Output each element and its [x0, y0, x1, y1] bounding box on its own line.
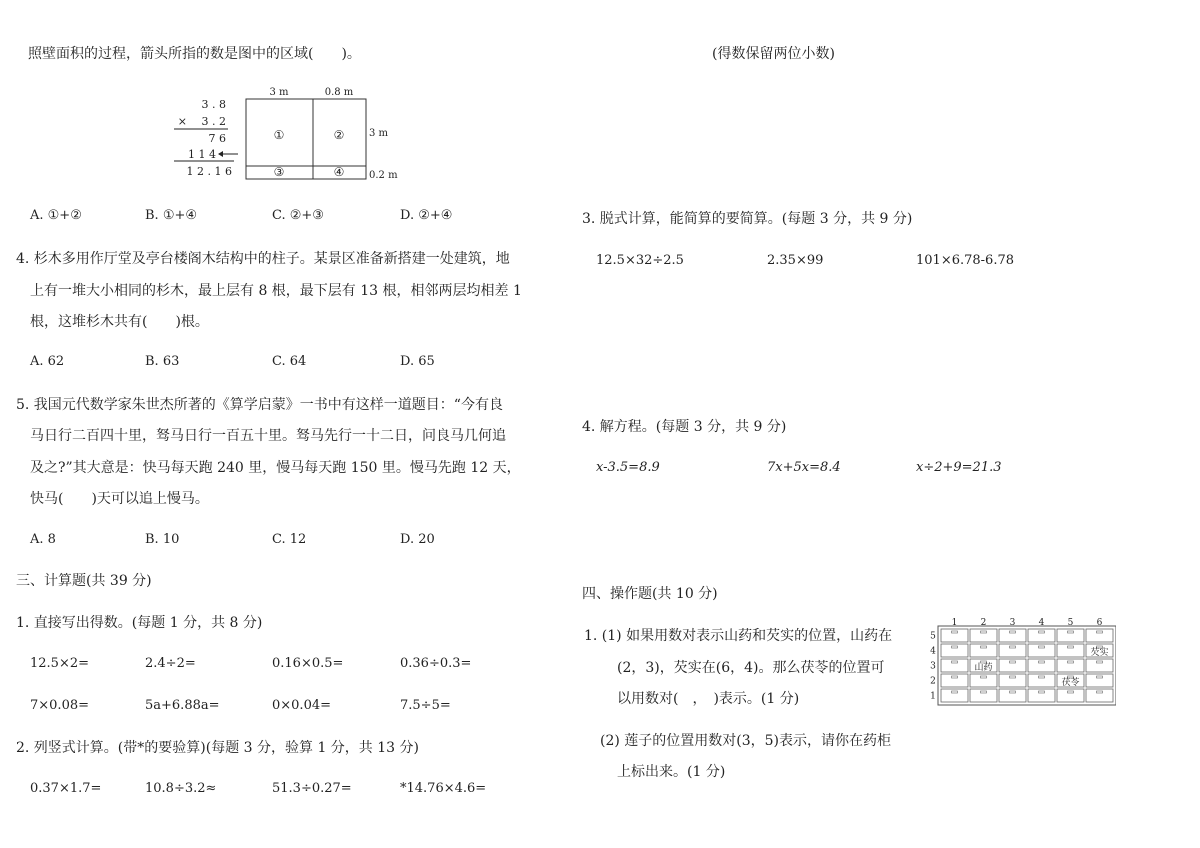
calc-item: 0.36÷0.3=: [400, 656, 472, 671]
option-a[interactable]: A. 8: [30, 532, 56, 547]
question-5-text: 马日行二百四十里，驽马日行一百五十里。驽马先行一十二日，问良马几何追: [30, 428, 506, 444]
column-label: 3: [1009, 618, 1016, 628]
operation-1-text: (2，3)，芡实在(6，4)。那么茯苓的位置可: [617, 660, 885, 676]
option-b[interactable]: B. 63: [145, 354, 180, 369]
calc-item: 2.4÷2=: [145, 656, 196, 671]
section-3-title: 三、计算题(共 39 分): [16, 573, 152, 589]
calc-item: *14.76×4.6=: [400, 781, 487, 796]
equation-item: x-3.5=8.9: [596, 460, 660, 475]
question-5-text: 及之?”其大意是：快马每天跑 240 里，慢马每天跑 150 里。慢马先跑 12 天，: [30, 460, 521, 476]
calc-item: 12.5×32÷2.5: [596, 253, 684, 268]
section-4-title: 四、操作题(共 10 分): [582, 586, 718, 602]
calc-item: 7.5÷5=: [400, 698, 451, 713]
calc-item: 10.8÷3.2≈: [145, 781, 217, 796]
region-label: ②: [333, 128, 345, 142]
calc-item: 2.35×99: [767, 253, 824, 268]
column-label: 6: [1096, 618, 1103, 628]
calc-row: × 3 . 2: [177, 115, 226, 128]
calc-1-title: 1. 直接写出得数。(每题 1 分，共 8 分): [16, 615, 263, 631]
calc-item: 7×0.08=: [30, 698, 90, 713]
question-4-text: 根，这堆杉木共有( )根。: [30, 314, 209, 330]
drawer-label: 山药: [974, 663, 993, 673]
calc-item: 101×6.78-6.78: [916, 253, 1014, 268]
drawer-label: 芡实: [1090, 648, 1109, 658]
question-5-text: 5. 我国元代数学家朱世杰所著的《算学启蒙》一书中有这样一道题目：“今有良: [16, 397, 503, 413]
row-label: 5: [930, 631, 936, 642]
operation-1-text: 1. (1) 如果用数对表示山药和芡实的位置，山药在: [584, 628, 893, 644]
calc-3-title: 3. 脱式计算，能简算的要简算。(每题 3 分，共 9 分): [582, 211, 913, 227]
option-d[interactable]: D. 65: [400, 354, 435, 369]
operation-1-text: 以用数对( ， )表示。(1 分): [617, 691, 800, 707]
region-label: ③: [273, 165, 285, 179]
calc-4-title: 4. 解方程。(每题 3 分，共 9 分): [582, 419, 787, 435]
calc-item: 0.37×1.7=: [30, 781, 102, 796]
question-4-text: 上有一堆大小相同的杉木，最上层有 8 根，最下层有 13 根，相邻两层均相差 1: [30, 283, 522, 299]
area-figure: [166, 84, 406, 184]
calc-row: 7 6: [208, 132, 226, 145]
row-label: 1: [930, 691, 936, 702]
dim-label: 3 m: [369, 128, 389, 139]
drawer-label: 茯苓: [1061, 678, 1080, 688]
option-b[interactable]: B. 10: [145, 532, 180, 547]
option-d[interactable]: D. 20: [400, 532, 435, 547]
calc-item: 12.5×2=: [30, 656, 90, 671]
arrow-icon: [218, 151, 238, 157]
option-d[interactable]: D. ②+④: [400, 208, 453, 223]
question-5-text: 快马( )天可以追上慢马。: [30, 491, 209, 507]
question-3-tail: 照壁面积的过程，箭头所指的数是图中的区域( )。: [28, 46, 361, 62]
rounding-note: (得数保留两位小数): [712, 46, 835, 62]
option-a[interactable]: A. 62: [30, 354, 65, 369]
row-label: 2: [930, 676, 936, 687]
dim-label: 0.8 m: [324, 87, 354, 98]
calc-row: 3 . 8: [201, 98, 226, 111]
calc-2-title: 2. 列竖式计算。(带*的要验算)(每题 3 分，验算 1 分，共 13 分): [16, 740, 419, 756]
option-c[interactable]: C. ②+③: [272, 208, 324, 223]
option-c[interactable]: C. 64: [272, 354, 307, 369]
row-label: 3: [930, 661, 936, 672]
operation-2-text: 上标出来。(1 分): [617, 764, 726, 780]
column-label: 5: [1067, 618, 1074, 628]
dim-label: 0.2 m: [369, 170, 398, 181]
region-label: ①: [273, 128, 285, 142]
medicine-cabinet-grid[interactable]: [926, 616, 1116, 708]
calc-item: 51.3÷0.27=: [272, 781, 352, 796]
column-label: 2: [980, 618, 987, 628]
row-label: 4: [930, 646, 936, 657]
question-4-text: 4. 杉木多用作厅堂及亭台楼阁木结构中的柱子。某景区准备新搭建一处建筑，地: [16, 251, 510, 267]
option-a[interactable]: A. ①+②: [30, 208, 82, 223]
region-label: ④: [333, 165, 345, 179]
operation-2-text: (2) 莲子的位置用数对(3，5)表示，请你在药柜: [600, 733, 892, 749]
calc-row: 1 2 . 1 6: [186, 165, 232, 178]
option-b[interactable]: B. ①+④: [145, 208, 198, 223]
column-label: 4: [1038, 618, 1045, 628]
calc-item: 0.16×0.5=: [272, 656, 344, 671]
column-label: 1: [951, 618, 958, 628]
dim-label: 3 m: [269, 87, 289, 98]
calc-item: 5a+6.88a=: [145, 698, 220, 713]
equation-item: 7x+5x=8.4: [767, 460, 841, 475]
option-c[interactable]: C. 12: [272, 532, 307, 547]
equation-item: x÷2+9=21.3: [916, 460, 1002, 475]
calc-item: 0×0.04=: [272, 698, 332, 713]
calc-row: 1 1 4: [188, 148, 216, 161]
